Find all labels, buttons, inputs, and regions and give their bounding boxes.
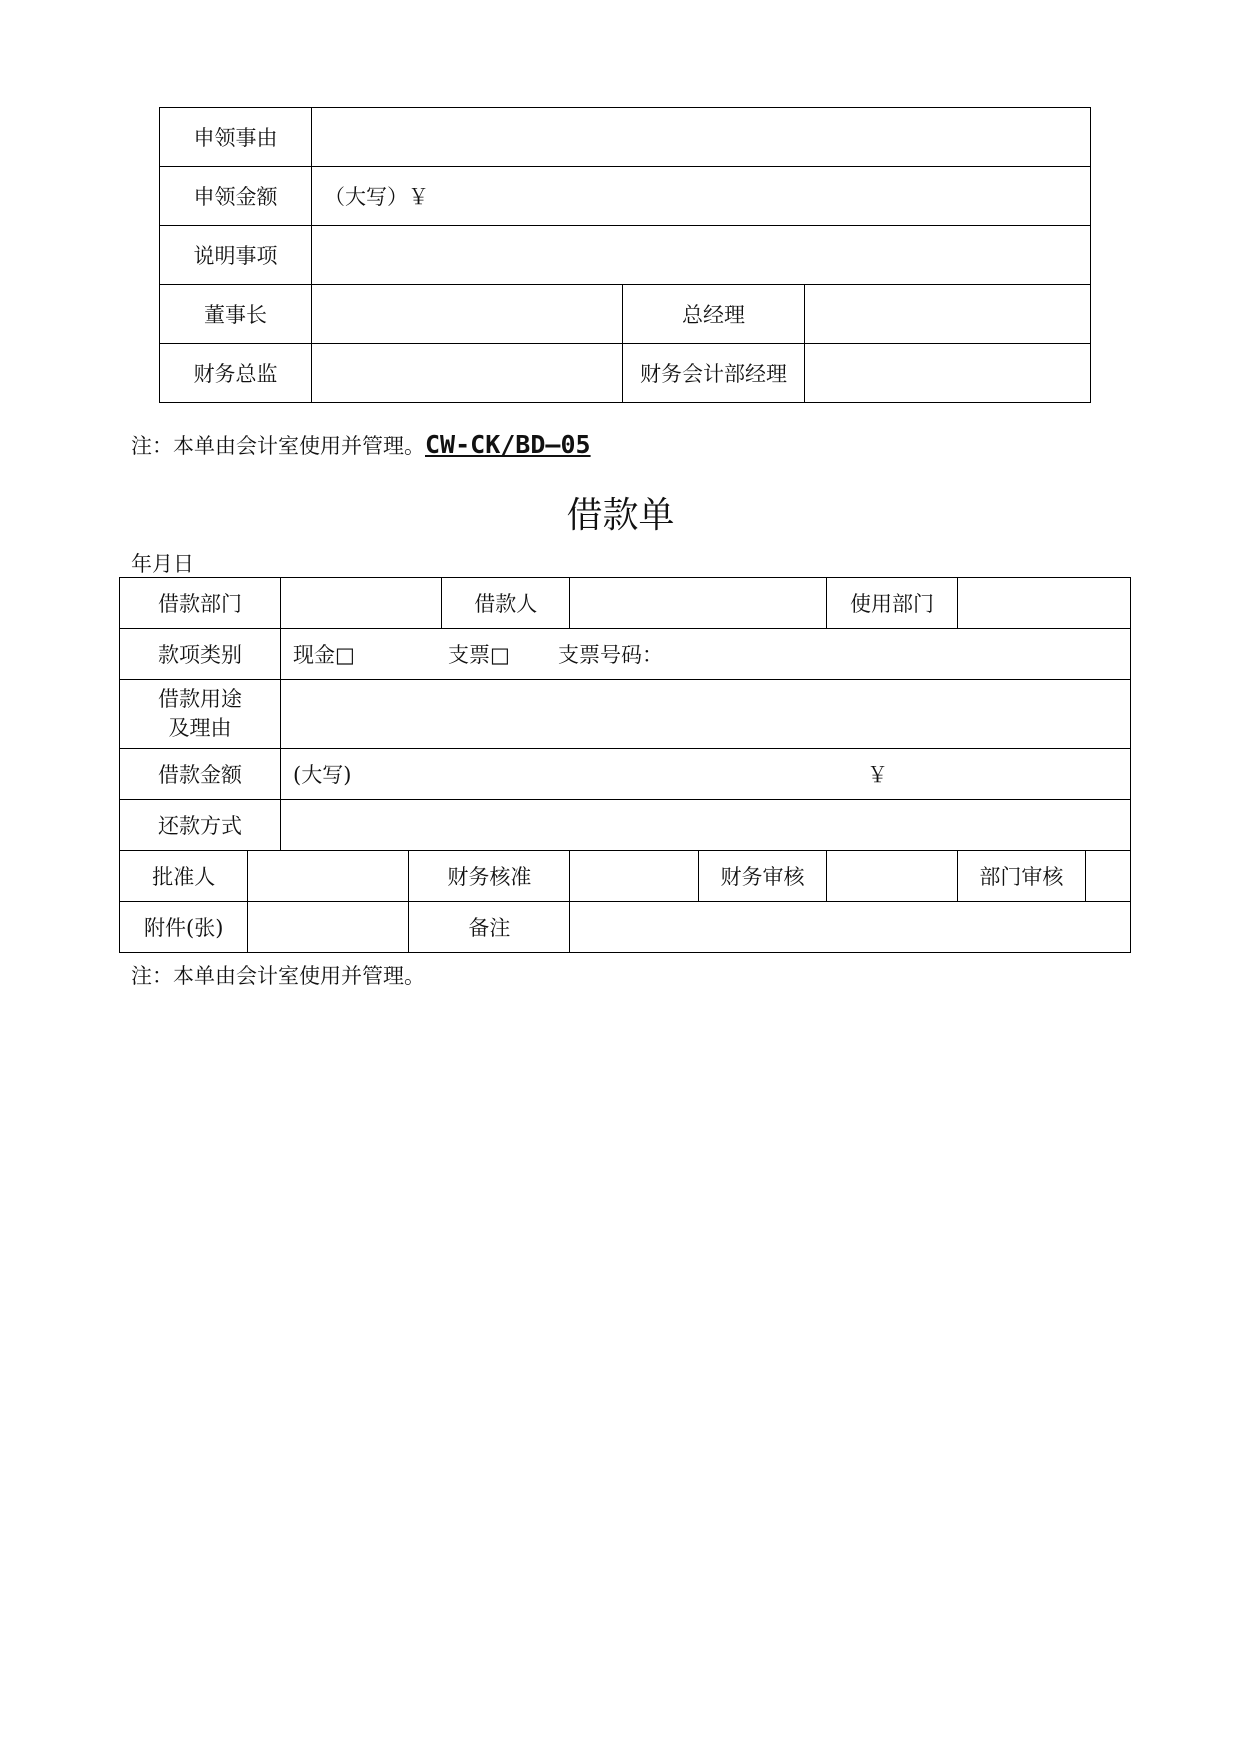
chairman-label: 董事长	[160, 285, 312, 344]
signoff-row-1	[160, 285, 1091, 344]
reason-field[interactable]	[312, 108, 1091, 167]
purpose-field[interactable]	[281, 680, 1131, 749]
dept-row	[120, 578, 1131, 629]
purpose-label-line2: 及理由	[168, 716, 232, 740]
approval-row	[120, 851, 1131, 902]
gm-label: 总经理	[623, 285, 805, 344]
amount-label: 申领金额	[160, 167, 312, 226]
check-number-label: 支票号码：	[558, 643, 664, 667]
signoff-row-2	[160, 344, 1091, 403]
reason-label: 申领事由	[160, 108, 312, 167]
dept-field[interactable]	[281, 578, 442, 629]
type-label: 款项类别	[120, 629, 281, 680]
notes-row	[160, 226, 1091, 285]
cash-checkbox[interactable]: 现金□	[293, 643, 355, 667]
type-row	[120, 629, 1131, 680]
form-code: CW-CK/BD—05	[425, 430, 591, 459]
loan-table	[119, 577, 1131, 953]
finance-review-field[interactable]	[827, 851, 957, 902]
finance-approve-label: 财务核准	[409, 851, 570, 902]
purpose-label-line1: 借款用途	[158, 686, 242, 711]
acct-manager-label: 财务会计部经理	[623, 344, 805, 403]
notes-label: 说明事项	[160, 226, 312, 285]
loan-amount-label: 借款金额	[120, 749, 281, 800]
cfo-field[interactable]	[312, 344, 623, 403]
use-dept-field[interactable]	[957, 578, 1130, 629]
remark-label: 备注	[409, 902, 570, 953]
chairman-field[interactable]	[312, 285, 623, 344]
dept-review-field[interactable]	[1086, 851, 1131, 902]
remark-field[interactable]	[570, 902, 1131, 953]
type-options	[281, 629, 1131, 680]
attach-row	[120, 902, 1131, 953]
amount-field[interactable]: （大写）￥	[312, 167, 1091, 226]
reason-row	[160, 108, 1091, 167]
dept-label: 借款部门	[120, 578, 281, 629]
gm-field[interactable]	[805, 285, 1091, 344]
approver-label: 批准人	[120, 851, 248, 902]
use-dept-label: 使用部门	[827, 578, 957, 629]
finance-approve-field[interactable]	[570, 851, 698, 902]
borrower-field[interactable]	[570, 578, 827, 629]
loan-amount-field[interactable]	[281, 749, 1131, 800]
dept-review-label: 部门审核	[957, 851, 1085, 902]
approver-field[interactable]	[248, 851, 409, 902]
check-checkbox[interactable]: 支票□	[448, 643, 510, 667]
cfo-label: 财务总监	[160, 344, 312, 403]
amount-row	[120, 749, 1131, 800]
attach-field[interactable]	[248, 902, 409, 953]
attach-label: 附件(张)	[120, 902, 248, 953]
notes-field[interactable]	[312, 226, 1091, 285]
purpose-label	[120, 680, 281, 749]
repay-row	[120, 800, 1131, 851]
form2-note: 注：本单由会计室使用并管理。	[131, 964, 425, 988]
acct-manager-field[interactable]	[805, 344, 1091, 403]
repay-label: 还款方式	[120, 800, 281, 851]
yen-symbol: ￥	[867, 763, 889, 787]
form1-note-text: 注：本单由会计室使用并管理。	[131, 434, 425, 458]
date-line: 年月日	[131, 552, 194, 576]
requisition-table	[159, 107, 1091, 403]
form1-note	[131, 430, 591, 460]
repay-field[interactable]	[281, 800, 1131, 851]
amount-capital-label: (大写)	[293, 763, 352, 787]
borrower-label: 借款人	[442, 578, 570, 629]
loan-form-title: 借款单	[566, 495, 675, 536]
amount-row	[160, 167, 1091, 226]
finance-review-label: 财务审核	[698, 851, 826, 902]
purpose-row	[120, 680, 1131, 749]
